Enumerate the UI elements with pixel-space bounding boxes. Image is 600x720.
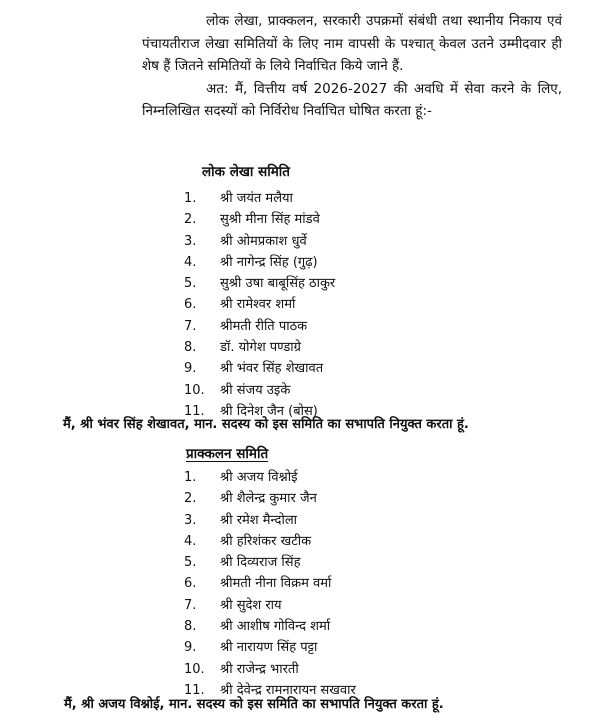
list-item xyxy=(184,231,335,252)
member-name: श्री जयंत मलैया xyxy=(220,191,293,206)
item-number: 3. xyxy=(184,512,197,528)
member-name: डॉ. योगेश पण्डाग्रे xyxy=(220,340,301,356)
item-number: 2. xyxy=(184,491,197,507)
member-name: सुश्री मीना सिंह मांडवे xyxy=(220,212,320,228)
item-number: 3. xyxy=(184,233,197,249)
member-name: श्री रामेश्वर शर्मा xyxy=(220,297,296,313)
list-item xyxy=(184,188,335,209)
prakkalan-chairman-statement: मैं, श्री अजय विश्नोई, मान. सदस्य को इस समिति का सभापति नियुक्त करता हूं. xyxy=(64,697,444,712)
list-item xyxy=(184,552,356,573)
member-name: श्री भंवर सिंह शेखावत xyxy=(220,361,324,377)
list-item xyxy=(184,358,335,379)
list-item xyxy=(184,659,356,680)
intro-paragraph-2: अत: मैं, वित्तीय वर्ष 2026-2027 की अवधि में सेवा करने के लिए, निम्नलिखित सदस्यों को निर्विरोध निर्वाचित घोषित करता हूं:- xyxy=(142,80,562,119)
list-item xyxy=(184,273,335,294)
lok-lekha-heading: लोक लेखा समिति xyxy=(202,164,290,180)
member-name: श्री शैलेन्द्र कुमार जैन xyxy=(220,491,317,507)
list-item xyxy=(184,380,335,401)
item-number: 5. xyxy=(184,555,197,571)
item-number: 11. xyxy=(184,682,205,698)
prakkalan-heading: प्राक्कलन समिति xyxy=(186,446,269,462)
member-name: श्री सुदेश राय xyxy=(220,597,282,613)
list-item xyxy=(184,337,335,358)
list-item xyxy=(184,595,356,616)
member-name: श्री हरिशंकर खटीक xyxy=(220,533,312,549)
member-name: श्री ओमप्रकाश धुर्वे xyxy=(220,233,307,249)
member-name: श्री अजय विश्नोई xyxy=(220,470,298,485)
item-number: 1. xyxy=(184,191,197,206)
list-item xyxy=(184,616,356,637)
item-number: 9. xyxy=(184,640,197,656)
member-name: श्री संजय उइके xyxy=(220,382,291,398)
item-number: 2. xyxy=(184,212,197,228)
list-item xyxy=(184,294,335,315)
item-number: 1. xyxy=(184,470,197,485)
member-name: श्रीमती नीना विक्रम वर्मा xyxy=(220,576,332,592)
lok-lekha-chairman-statement: मैं, श्री भंवर सिंह शेखावत, मान. सदस्य को इस समिति का सभापति नियुक्त करता हूं. xyxy=(63,417,469,432)
item-number: 6. xyxy=(184,576,197,592)
item-number: 5. xyxy=(184,276,197,292)
member-name: श्री दिनेश जैन (बोस) xyxy=(220,403,318,419)
list-item xyxy=(184,209,335,230)
item-number: 4. xyxy=(184,533,197,549)
list-item xyxy=(184,252,335,273)
item-number: 10. xyxy=(184,382,205,398)
item-number: 7. xyxy=(184,597,197,613)
member-name: श्री नागेन्द्र सिंह (गुढ़) xyxy=(220,254,318,270)
list-item xyxy=(184,531,356,552)
list-item xyxy=(184,510,356,531)
item-number: 6. xyxy=(184,297,197,313)
lok-lekha-member-list xyxy=(184,188,335,422)
intro-paragraph-1: लोक लेखा, प्राक्कलन, सरकारी उपक्रमों संबंधी तथा स्थानीय निकाय एवं पंचायतीराज लेखा समितियों के लिए नाम वापसी के पश्चात् केवल उतने उम्मीदवार ही शेष हैं जितने समितियों के लिये निर्वाचित किये जाने हैं. xyxy=(142,13,562,74)
list-item xyxy=(184,573,356,594)
member-name: श्री देवेन्द्र रामनारायन सखवार xyxy=(220,682,356,698)
member-name: श्री नारायण सिंह पट्टा xyxy=(220,640,318,656)
member-name: सुश्री उषा बाबूसिंह ठाकुर xyxy=(220,276,336,292)
list-item xyxy=(184,316,335,337)
item-number: 9. xyxy=(184,361,197,377)
list-item xyxy=(184,488,356,509)
member-name: श्री आशीष गोविन्द शर्मा xyxy=(220,619,331,635)
intro-text xyxy=(142,10,562,123)
member-name: श्रीमती रीति पाठक xyxy=(220,318,308,334)
item-number: 10. xyxy=(184,661,205,677)
member-name: श्री दिव्यराज सिंह xyxy=(220,555,301,571)
list-item xyxy=(184,467,356,488)
item-number: 4. xyxy=(184,254,197,270)
member-name: श्री राजेन्द्र भारती xyxy=(220,661,299,677)
member-name: श्री रमेश मैन्दोला xyxy=(220,512,298,528)
list-item xyxy=(184,637,356,658)
item-number: 11. xyxy=(184,403,205,419)
item-number: 8. xyxy=(184,340,197,356)
item-number: 8. xyxy=(184,619,197,635)
item-number: 7. xyxy=(184,318,197,334)
prakkalan-member-list xyxy=(184,467,356,701)
